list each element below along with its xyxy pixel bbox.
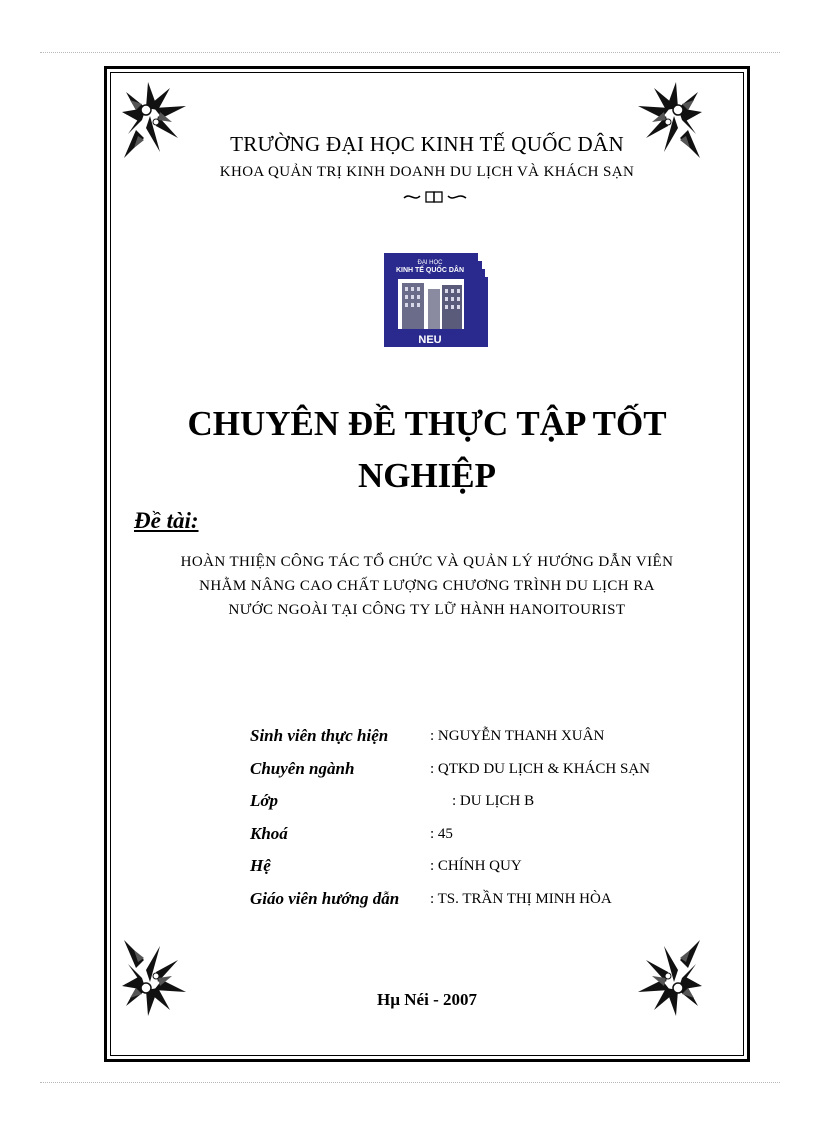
student-info-list [250,726,710,921]
info-value: : 45 [430,825,453,842]
info-value: : NGUYỄN THANH XUÂN [430,728,605,744]
neu-logo [384,253,490,355]
university-name: TRƯỜNG ĐẠI HỌC KINH TẾ QUỐC DÂN [230,132,624,156]
report-title-line-1: CHUYÊN ĐỀ THỰC TẬP TỐT [187,404,667,443]
info-label: Hệ [250,856,271,875]
info-label: Sinh viên thực hiện [250,726,389,745]
top-dotted-guide [40,52,780,53]
info-value: : DU LỊCH B [452,793,535,809]
faculty-name: KHOA QUẢN TRỊ KINH DOANH DU LỊCH VÀ KHÁCH SẠN [219,164,635,180]
info-value: : TS. TRẦN THỊ MINH HÒA [430,890,612,907]
info-row-course [250,824,710,857]
info-row-class [250,791,710,824]
topic-line-3: NƯỚC NGOÀI TẠI CÔNG TY LỮ HÀNH HANOITOURIST [228,602,626,618]
logo-top-text-1: ĐẠI HỌC [417,260,443,266]
info-row-system [250,856,710,889]
topic-line-1: HOÀN THIỆN CÔNG TÁC TỔ CHỨC VÀ QUẢN LÝ HƯỚNG DẪN VIÊN [180,554,674,570]
info-row-major [250,759,710,792]
info-label: Giáo viên hướng dẫn [250,888,400,908]
topic-text [110,550,744,622]
info-label: Lớp [250,791,279,810]
flourish-book-icon [402,190,468,204]
logo-abbr: NEU [418,334,442,346]
info-label: Khoá [250,823,288,843]
info-value: : CHÍNH QUY [430,858,522,874]
report-title-line-2: NGHIỆP [357,456,497,495]
report-title [110,398,744,502]
info-row-student [250,726,710,759]
info-row-advisor [250,889,710,922]
place-and-year: Hµ Néi - 2007 [377,990,477,1009]
topic-line-2: NHẰM NÂNG CAO CHẤT LƯỢNG CHƯƠNG TRÌNH DU LỊCH RA [199,578,655,594]
info-label: Chuyên ngành [250,758,355,778]
info-value: : QTKD DU LỊCH & KHÁCH SẠN [430,760,650,777]
bottom-dotted-guide [40,1082,780,1083]
logo-top-text-2: KINH TẾ QUỐC DÂN [395,267,465,274]
topic-label: Đề tài: [134,508,199,533]
